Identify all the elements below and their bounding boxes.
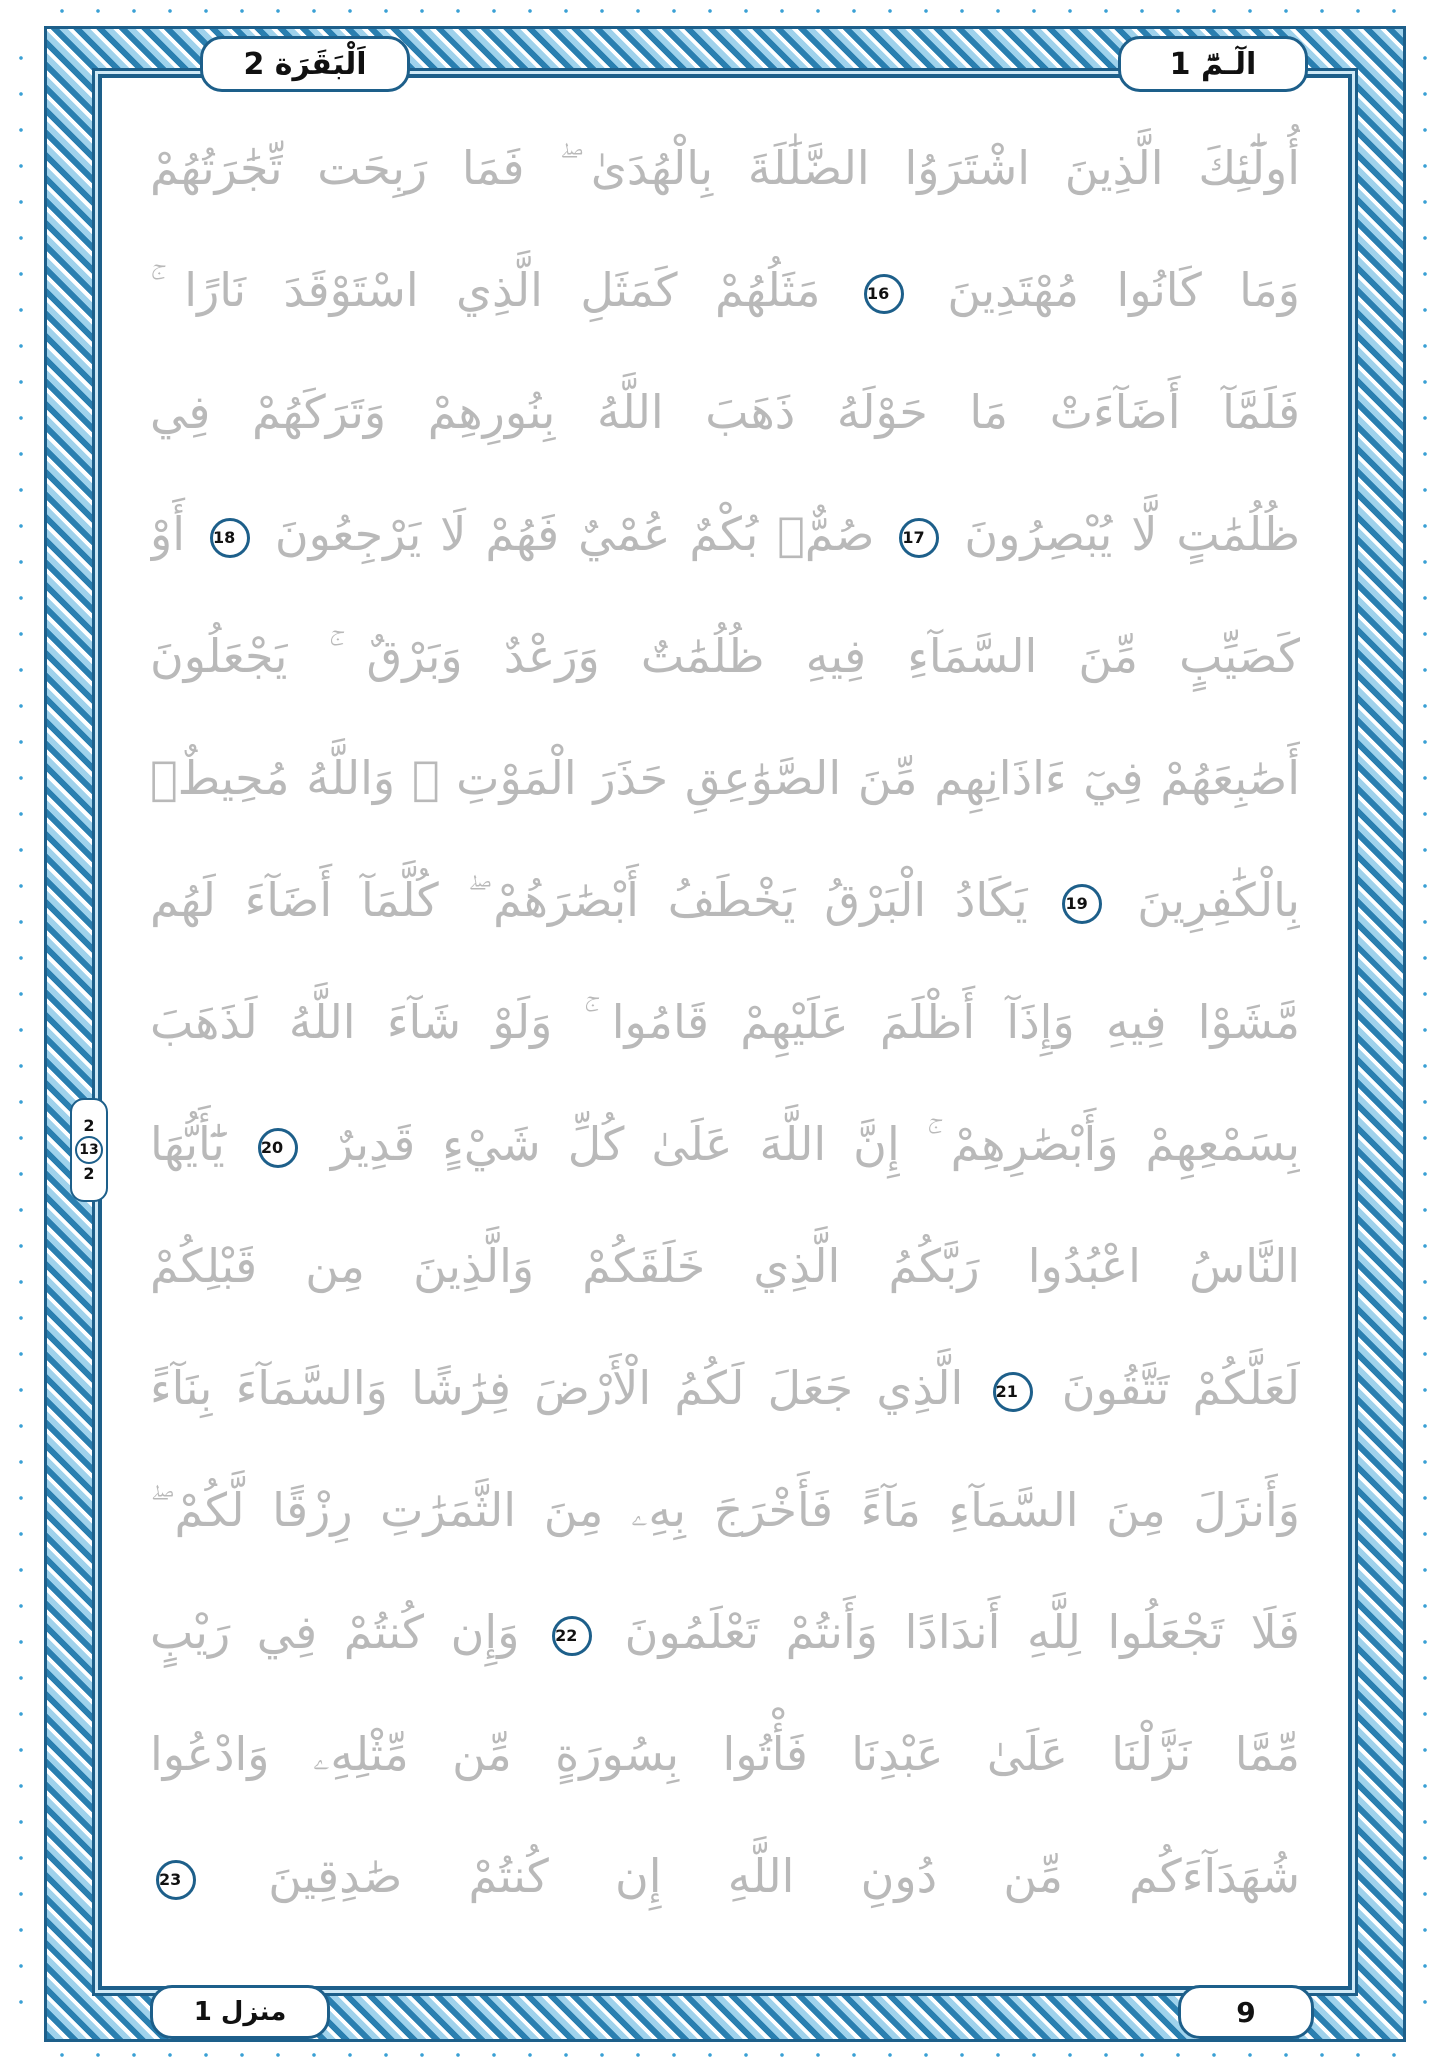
- right-dot-guides: [1422, 40, 1428, 2025]
- verse-line: [150, 1216, 1300, 1316]
- verse-line: [150, 972, 1300, 1072]
- verse-text: مَّشَوْا فِيهِ وَإِذَآ أَظْلَمَ عَلَيْهِمْ قَامُوا ۚ وَلَوْ شَآءَ اللَّهُ لَذَهَبَ: [150, 995, 1300, 1049]
- left-dot-guides: [18, 40, 24, 2025]
- verse-text: فَلَا تَجْعَلُوا لِلَّهِ أَندَادًا وَأَنتُمْ تَعْلَمُونَ: [598, 1605, 1300, 1659]
- verse-text: بِالْكَٰفِرِينَ: [1108, 873, 1300, 927]
- juz-name-header: الٓـمّٓ 1: [1118, 36, 1308, 92]
- verse-text: كَصَيِّبٍ مِّنَ السَّمَآءِ فِيهِ ظُلُمَٰتٌ وَرَعْدٌ وَبَرْقٌ ۚ يَجْعَلُونَ: [150, 629, 1300, 683]
- ruku-middle: 13: [75, 1136, 103, 1164]
- verse-line: [150, 484, 1300, 584]
- verse-line: [150, 728, 1300, 828]
- page-number: 9: [1178, 1985, 1314, 2039]
- verse-text: الَّذِي جَعَلَ لَكُمُ الْأَرْضَ فِرَٰشًا وَالسَّمَآءَ بِنَآءً: [150, 1361, 964, 1415]
- verse-text: لَعَلَّكُمْ تَتَّقُونَ: [1038, 1361, 1300, 1415]
- ayah-number-marker: 23: [156, 1860, 196, 1900]
- verse-line: [150, 1582, 1300, 1682]
- verse-text-area: [150, 118, 1300, 1968]
- verse-text: النَّاسُ اعْبُدُوا رَبَّكُمُ الَّذِي خَلَقَكُمْ وَالَّذِينَ مِن قَبْلِكُمْ: [150, 1239, 1300, 1293]
- ayah-number-marker: 22: [552, 1616, 592, 1656]
- verse-line: [150, 240, 1300, 340]
- verse-text: يَكَادُ الْبَرْقُ يَخْطَفُ أَبْصَٰرَهُمْ ۖ كُلَّمَآ أَضَآءَ لَهُم: [150, 873, 1028, 927]
- bottom-dot-guides: [44, 2052, 1406, 2058]
- verse-text: أُولَٰٓئِكَ الَّذِينَ اشْتَرَوُا الضَّلَٰلَةَ بِالْهُدَىٰ ۖ فَمَا رَبِحَت تِّجَٰرَتُهُمْ: [150, 141, 1300, 195]
- verse-line: [150, 1460, 1300, 1560]
- verse-line: [150, 850, 1300, 950]
- verse-text: وَمَا كَانُوا مُهْتَدِينَ: [909, 263, 1300, 317]
- ruku-bottom: 2: [83, 1164, 95, 1183]
- verse-text: يَٰٓأَيُّهَا: [150, 1117, 225, 1171]
- verse-text: شُهَدَآءَكُم مِّن دُونِ اللَّهِ إِن كُنتُمْ صَٰدِقِينَ: [202, 1849, 1300, 1903]
- verse-line: [150, 118, 1300, 218]
- ayah-number-marker: 21: [993, 1372, 1033, 1412]
- verse-text: وَإِن كُنتُمْ فِي رَيْبٍ: [150, 1605, 520, 1659]
- verse-text: وَأَنزَلَ مِنَ السَّمَآءِ مَآءً فَأَخْرَجَ بِهِۦ مِنَ الثَّمَرَٰتِ رِزْقًا لَّكُمْ ۖ: [150, 1483, 1300, 1537]
- ayah-number-marker: 17: [899, 518, 939, 558]
- ayah-number-marker: 18: [210, 518, 250, 558]
- verse-text: فَلَمَّآ أَضَآءَتْ مَا حَوْلَهُ ذَهَبَ اللَّهُ بِنُورِهِمْ وَتَرَكَهُمْ فِي: [150, 385, 1300, 439]
- verse-line: [150, 1704, 1300, 1804]
- verse-text: أَصَٰبِعَهُمْ فِيٓ ءَاذَانِهِم مِّنَ الصَّوَٰعِقِ حَذَرَ الْمَوْتِ ۚ وَاللَّهُ مُحِيطٌۢ: [150, 751, 1300, 805]
- verse-line: [150, 1826, 1300, 1926]
- verse-text: بِسَمْعِهِمْ وَأَبْصَٰرِهِمْ ۚ إِنَّ اللَّهَ عَلَىٰ كُلِّ شَيْءٍ قَدِيرٌ: [303, 1117, 1300, 1171]
- ayah-number-marker: 20: [258, 1128, 298, 1168]
- verse-text: ظُلُمَٰتٍ لَّا يُبْصِرُونَ: [945, 507, 1300, 561]
- top-dot-guides: [44, 8, 1406, 14]
- verse-text: أَوْ: [150, 507, 185, 561]
- manzil-footer: منزل 1: [150, 1985, 330, 2039]
- verse-text: صُمٌّۢ بُكْمٌ عُمْيٌ فَهُمْ لَا يَرْجِعُونَ: [255, 507, 875, 561]
- ayah-number-marker: 16: [864, 274, 904, 314]
- surah-name-header: اَلْبَقَرَة 2: [200, 36, 410, 92]
- verse-line: [150, 362, 1300, 462]
- verse-line: [150, 1338, 1300, 1438]
- verse-text: مَثَلُهُمْ كَمَثَلِ الَّذِي اسْتَوْقَدَ نَارًا ۚ: [150, 263, 821, 317]
- verse-line: [150, 606, 1300, 706]
- verse-line: [150, 1094, 1300, 1194]
- ruku-marker: [70, 1098, 108, 1202]
- ayah-number-marker: 19: [1062, 884, 1102, 924]
- ruku-top: 2: [83, 1116, 95, 1135]
- verse-text: مِّمَّا نَزَّلْنَا عَلَىٰ عَبْدِنَا فَأْتُوا بِسُورَةٍ مِّن مِّثْلِهِۦ وَادْعُوا: [150, 1727, 1300, 1781]
